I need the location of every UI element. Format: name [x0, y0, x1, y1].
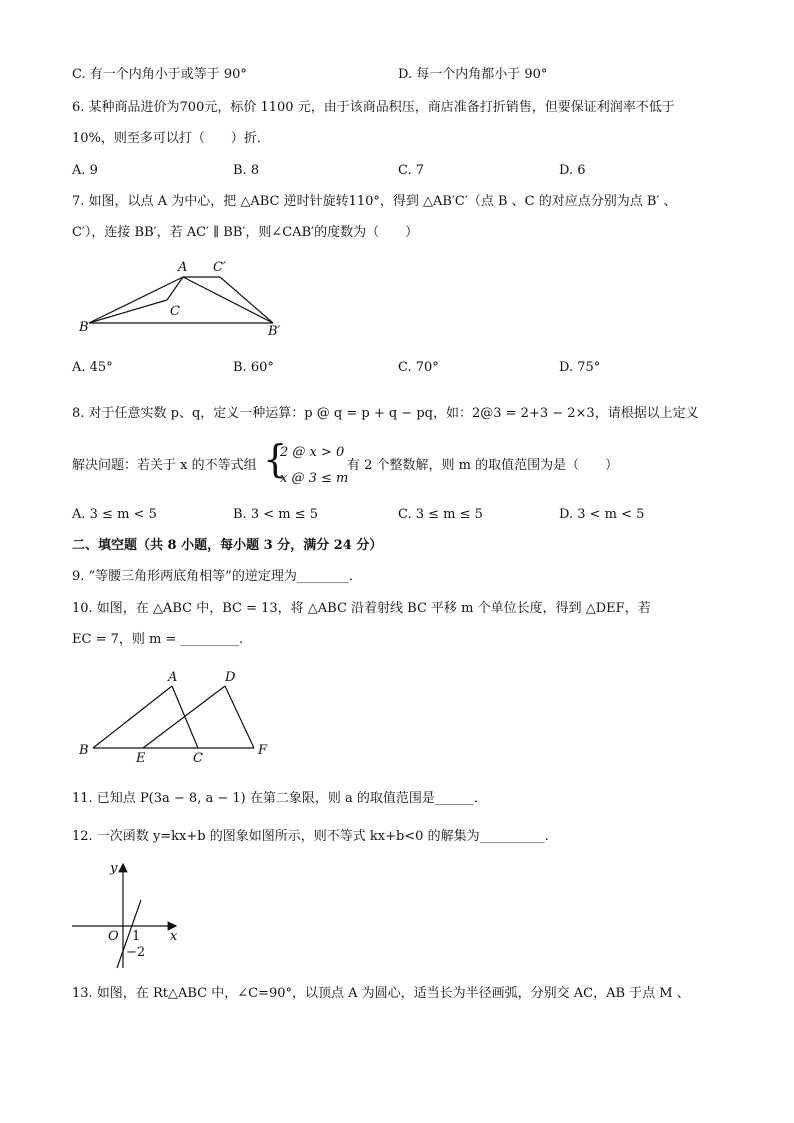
q7-label-B: B — [79, 320, 89, 335]
q8-option-a: A. 3 ≤ m < 5 — [72, 507, 157, 522]
q8-text-line2-post: 有 2 个整数解，则 m 的取值范围为是（ ） — [347, 458, 619, 473]
q7-option-d: D. 75° — [559, 360, 601, 375]
q7-option-c: C. 70° — [398, 360, 439, 375]
q12-label-one: 1 — [132, 929, 141, 944]
q8-option-c: C. 3 ≤ m ≤ 5 — [398, 507, 483, 522]
q10-seg-DF — [225, 686, 254, 748]
q12-label-neg2: −2 — [126, 945, 146, 960]
q6-option-b: B. 8 — [233, 163, 260, 178]
q7-text-line2: C′），连接 BB′，若 AC′ ∥ BB′，则∠CAB′的度数为（ ） — [72, 225, 419, 240]
q7-option-b: B. 60° — [233, 360, 274, 375]
q10-seg-BA — [93, 686, 172, 748]
q8-system-brace: { — [263, 437, 288, 481]
q12-label-y: y — [110, 861, 118, 876]
q10-label-D: D — [225, 670, 236, 685]
q8-text-line2-pre: 解决问题：若关于 x 的不等式组 — [72, 458, 257, 473]
q10-figure — [74, 668, 284, 768]
q10-label-F: F — [258, 743, 268, 758]
q7-option-a: A. 45° — [72, 360, 113, 375]
q7-seg-BA — [89, 277, 183, 323]
q13-text: 13. 如图，在 Rt△ABC 中，∠C=90°，以顶点 A 为圆心，适当长为半径画弧，分别交 AC，AB 于点 M 、 — [72, 986, 690, 1001]
q8-system-line1: 2 @ x > 0 — [280, 445, 345, 460]
q12-text: 12. 一次函数 y=kx+b 的图象如图所示，则不等式 kx+b<0 的解集为__________. — [72, 829, 549, 844]
q7-label-Cp: C′ — [213, 260, 226, 275]
q10-label-C: C — [193, 751, 203, 766]
q10-seg-ED — [143, 686, 225, 748]
q6-option-d: D. 6 — [559, 163, 586, 178]
section-2-heading: 二、填空题（共 8 小题，每小题 3 分，满分 24 分） — [72, 538, 383, 553]
q12-label-x: x — [170, 929, 178, 944]
q7-label-Bp: B′ — [268, 324, 281, 339]
q6-text-line1: 6. 某种商品进价为700元，标价 1100 元，由于该商品积压，商店准备打折销售，但要保证利润率不低于 — [72, 100, 675, 115]
q5-option-c: C. 有一个内角小于或等于 90° — [72, 67, 247, 82]
q6-option-a: A. 9 — [72, 163, 98, 178]
q7-label-C: C — [170, 304, 180, 319]
q9-text: 9. “等腰三角形两底角相等”的逆定理为________． — [72, 569, 362, 584]
q7-figure — [70, 255, 300, 340]
q11-text: 11. 已知点 P(3a − 8, a − 1) 在第二象限，则 a 的取值范围是______． — [72, 791, 487, 806]
q6-option-c: C. 7 — [398, 163, 425, 178]
q8-option-d: D. 3 < m < 5 — [559, 507, 645, 522]
q10-text-line2: EC = 7，则 m = _________. — [72, 632, 244, 647]
q8-option-b: B. 3 < m ≤ 5 — [233, 507, 319, 522]
q7-text-line1: 7. 如图，以点 A 为中心，把 △ABC 逆时针旋转110°，得到 △AB′C′（点 B 、C 的对应点分别为点 B′ 、 — [72, 194, 677, 209]
q7-label-A: A — [178, 260, 188, 275]
q10-label-B: B — [79, 743, 89, 758]
q10-text-line1: 10. 如图，在 △ABC 中，BC = 13，将 △ABC 沿着射线 BC 平移 m 个单位长度，得到 △DEF，若 — [72, 601, 651, 616]
q10-label-E: E — [136, 751, 146, 766]
q6-text-line2: 10%，则至多可以打（ ）折． — [72, 131, 270, 146]
q10-label-A: A — [168, 670, 178, 685]
q5-option-d: D. 每一个内角都小于 90° — [398, 67, 548, 82]
q10-seg-AC — [172, 686, 198, 748]
q8-text-line1: 8. 对于任意实数 p、q，定义一种运算：p @ q = p + q − pq，如：2@3 = 2+3 − 2×3，请根据以上定义 — [72, 406, 699, 421]
q12-graph — [70, 856, 190, 976]
q8-system-line2: x @ 3 ≤ m — [280, 471, 349, 486]
q12-label-origin: O — [108, 929, 119, 944]
